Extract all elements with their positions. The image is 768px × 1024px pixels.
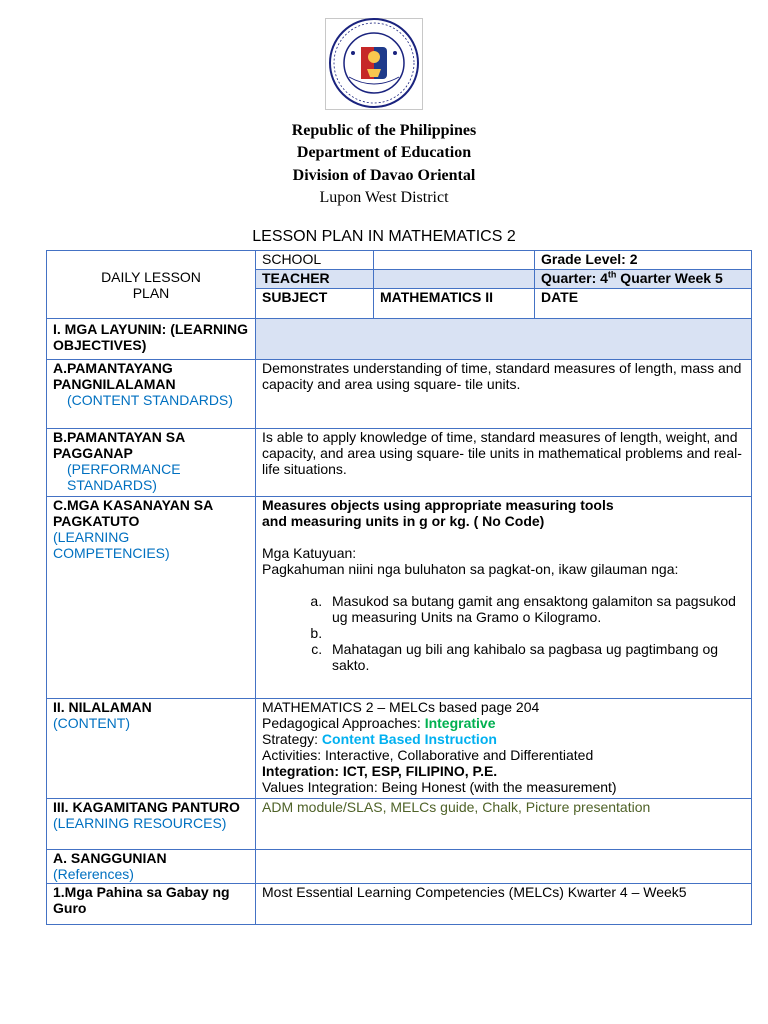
content-standards-text: Demonstrates understanding of time, standard measures of length, mass and capacity and area using square- tile units. <box>256 360 752 429</box>
date-label: DATE <box>535 289 752 319</box>
teacher-label: TEACHER <box>256 270 374 289</box>
subject-value: MATHEMATICS II <box>374 289 535 319</box>
values-integration: Values Integration: Being Honest (with the measurement) <box>262 779 617 795</box>
school-value <box>374 251 535 270</box>
objectives-list <box>262 593 745 673</box>
performance-standards-label-cell <box>47 429 256 497</box>
content-label: II. NILALAMAN <box>53 699 152 715</box>
content-standards-label-cell <box>47 360 256 429</box>
competencies-label-cell <box>47 497 256 699</box>
grade-level-label: Grade Level: 2 <box>535 251 752 270</box>
content-sub: (CONTENT) <box>53 715 130 731</box>
deped-seal <box>325 18 423 110</box>
school-label: SCHOOL <box>256 251 374 270</box>
objectives-heading: I. MGA LAYUNIN: (LEARNING OBJECTIVES) <box>47 319 256 360</box>
resources-label-cell <box>47 799 256 850</box>
content-standards-sub: (CONTENT STANDARDS) <box>67 392 233 408</box>
header-department: Department of Education <box>296 144 472 161</box>
references-text <box>256 850 752 884</box>
header-district: Lupon West District <box>319 189 449 206</box>
daily-lesson-plan-label: DAILY LESSON PLAN <box>101 268 201 301</box>
performance-standards-label: B.PAMANTAYAN SA PAGGANAP <box>53 429 185 461</box>
daily-lesson-plan-cell <box>47 251 256 319</box>
list-item <box>326 625 745 641</box>
competencies-sub: (LEARNING COMPETENCIES) <box>53 529 170 561</box>
content-line1: MATHEMATICS 2 – MELCs based page 204 <box>262 699 540 715</box>
deped-seal-icon <box>329 17 419 109</box>
competencies-label: C.MGA KASANAYAN SA PAGKATUTO <box>53 497 213 529</box>
performance-standards-text: Is able to apply knowledge of time, standard measures of length, weight, and capacity, and area using square- tile units in mathematical problems and real- life situations. <box>256 429 752 497</box>
activities: Activities: Interactive, Collaborative and Differentiated <box>262 747 594 763</box>
objectives-shaded-cell <box>256 319 752 360</box>
teacher-guide-label: 1.Mga Pahina sa Gabay ng Guro <box>47 884 256 925</box>
header-republic: Republic of the Philippines <box>291 122 477 139</box>
integration: Integration: ICT, ESP, FILIPINO, P.E. <box>262 763 498 779</box>
teacher-value <box>374 270 535 289</box>
list-item: c. Mahatagan ug bili ang kahibalo sa pagbasa ug pagtimbang og sakto. <box>326 641 745 673</box>
resources-sub: (LEARNING RESOURCES) <box>53 815 227 831</box>
pedagogical-approaches: Pedagogical Approaches: Integrative <box>262 715 496 731</box>
resources-label: III. KAGAMITANG PANTURO <box>53 799 240 815</box>
katuyuan-label: Mga Katuyuan: <box>262 545 357 561</box>
subject-label: SUBJECT <box>256 289 374 319</box>
lesson-plan-title: LESSON PLAN IN MATHEMATICS 2 <box>252 228 516 245</box>
strategy: Strategy: Content Based Instruction <box>262 731 497 747</box>
teacher-guide-text: Most Essential Learning Competencies (MELCs) Kwarter 4 – Week5 <box>256 884 752 925</box>
references-label-cell <box>47 850 256 884</box>
quarter-label: Quarter: 4th Quarter Week 5 <box>535 270 752 289</box>
katuyuan-intro: Pagkahuman niini nga buluhaton sa pagkat-on, ikaw gilauman nga: <box>262 561 679 577</box>
competencies-bold-text: Measures objects using appropriate measuring tools and measuring units in g or kg. ( No Code) <box>262 497 614 529</box>
content-label-cell <box>47 699 256 799</box>
performance-standards-sub: (PERFORMANCE STANDARDS) <box>67 461 181 493</box>
references-label: A. SANGGUNIAN <box>53 850 167 866</box>
header-division: Division of Davao Oriental <box>292 167 476 184</box>
competencies-cell <box>256 497 752 699</box>
list-item: a. Masukod sa butang gamit ang ensaktong galamiton sa pagsukod ug measuring Units na Gramo o Kilogramo. <box>326 593 745 625</box>
resources-text: ADM module/SLAS, MELCs guide, Chalk, Picture presentation <box>256 799 752 850</box>
references-sub: (References) <box>53 866 134 882</box>
lesson-plan-table <box>46 250 752 925</box>
content-standards-label: A.PAMANTAYANG PANGNILALAMAN <box>53 360 176 392</box>
content-cell <box>256 699 752 799</box>
